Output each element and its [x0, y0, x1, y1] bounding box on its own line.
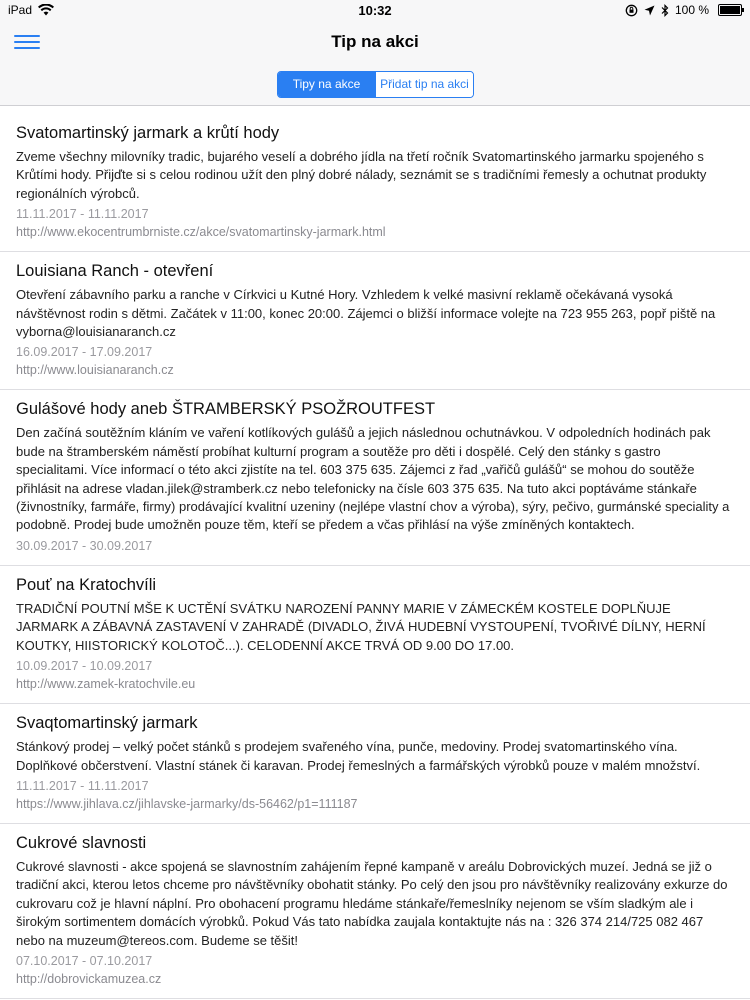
event-date: 07.10.2017 - 07.10.2017 [16, 953, 153, 968]
event-url[interactable]: http://www.ekocentrumbrniste.cz/akce/svatomartinsky-jarmark.html [16, 225, 386, 240]
status-bar [0, 0, 750, 22]
event-title: Louisiana Ranch - otevření [16, 262, 214, 281]
list-item[interactable] [0, 390, 750, 565]
orientation-lock-icon [625, 4, 638, 17]
bluetooth-icon [661, 4, 669, 17]
event-date: 10.09.2017 - 10.09.2017 [16, 659, 153, 674]
navigation-bar [0, 22, 750, 62]
event-list [0, 114, 750, 999]
list-item[interactable] [0, 566, 750, 704]
event-description: Otevření zábavního parku a ranche v Církvici u Kutné Hory. Vzhledem k velké masivní reklamě očekávaná vysoká návštěvnost rodin s dětmi. Začátek v 11:00, konec 20:00. Zájemci o bližší informace volejte na 723 955 263, popř piště na vyborna@louisianaranch.cz [16, 287, 716, 340]
event-title: Pouť na Kratochvíli [16, 575, 157, 594]
event-url[interactable]: http://www.zamek-kratochvile.eu [16, 677, 196, 692]
event-description: Den začíná soutěžním kláním ve vaření kotlíkových gulášů a jejich následnou ochutnávkou. V odpoledních hodinách pak bude na štramberském náměstí probíhat kulturní program a soutěže pro děti i dospělé. Celý den stánky s gastro specialitami. Více informací o této akci zjistíte na tel. 603 375 635. Zájemci z řad „vařičů gulášů“ se mohou do soutěže přihlásit na adrese vladan.jilek@stramberk.cz nebo telefonicky na čísle 603 375 635. Na tuto akci poptáváme stánkaře (živnostníky, farmáře, firmy) prodávající kvalitní uzeniny (nejlépe vlastní chov a výroba), sýry, pečivo, gurmánské speciality a podobně. Prodej bude umožněn pouze těm, kteří se předem a včas přihlásí na výše zmíněných kontaktech. [16, 425, 730, 533]
event-description: TRADIČNÍ POUTNÍ MŠE K UCTĚNÍ SVÁTKU NAROZENÍ PANNY MARIE V ZÁMECKÉM KOSTELE DOPLŇUJE JARMARK A ZÁBAVNÁ ZASTAVENÍ V ZAHRADĚ (DIVADLO, ŽIVÁ HUDEBNÍ VYSTOUPENÍ, TVOŘIVÉ DÍLNY, HERNÍ KOUTKY, HIISTORICKÝ KOLOTOČ...). CELODENNÍ AKCE TRVÁ OD 9.00 DO 17.00. [16, 600, 706, 653]
tab-tips[interactable]: Tipy na akce [278, 72, 375, 97]
event-description: Zveme všechny milovníky tradic, bujarého veselí a dobrého jídla na třetí ročník Svatomartinského jarmarku spojeného s Krůtími hody. Přijďte si s celou rodinou užít den plný dobré nálady, seznámit se s tradičními řemesly a ochutnat produkty regionálních výrobců. [16, 149, 707, 201]
location-arrow-icon [644, 5, 655, 16]
segment-bar [0, 62, 750, 106]
event-url[interactable]: http://www.louisianaranch.cz [16, 363, 174, 378]
event-date: 30.09.2017 - 30.09.2017 [16, 538, 153, 553]
event-url[interactable]: http://dobrovickamuzea.cz [16, 971, 162, 986]
tab-add-tip[interactable]: Přidat tip na akci [375, 72, 473, 97]
event-date: 11.11.2017 - 11.11.2017 [16, 778, 149, 793]
event-title: Gulášové hody aneb ŠTRAMBERSKÝ PSOŽROUTFEST [16, 400, 436, 419]
list-item[interactable] [0, 704, 750, 824]
status-time: 10:32 [358, 3, 392, 18]
list-item[interactable] [0, 824, 750, 999]
segmented-control [277, 71, 474, 98]
device-label: iPad [8, 3, 33, 17]
event-date: 16.09.2017 - 17.09.2017 [16, 345, 153, 360]
event-title: Svaqtomartinský jarmark [16, 714, 198, 733]
event-description: Cukrové slavnosti - akce spojená se slavnostním zahájením řepné kampaně v areálu Dobrovických muzeí. Jedná se již o tradiční akci, kterou letos chceme pro návštěvníky obohatit stánky. Po celý den jsou pro návštěvníky realizovány exkurze do cukrovaru což je hlavní náplní. Pro obohacení programu hledáme stánkaře/řemeslníky nejenom se vším sladkým ale i širokým sortimentem domácích výrobků. Pokud Vás tato nabídka zaujala kontaktujte nás na : 326 374 214/725 082 467 nebo na muzeum@tereos.com. Budeme se těšit! [16, 858, 728, 948]
event-title: Cukrové slavnosti [16, 833, 147, 852]
status-right [625, 3, 742, 17]
battery-percent: 100 % [674, 3, 709, 17]
list-item[interactable] [0, 114, 750, 252]
battery-icon [718, 4, 742, 16]
page-title: Tip na akci [331, 32, 419, 51]
event-title: Svatomartinský jarmark a krůtí hody [16, 124, 280, 142]
event-description: Stánkový prodej – velký počet stánků s prodejem svařeného vína, punče, medoviny. Prodej svatomartinského vína. Doplňkové občerstvení. Vlastní stánek či karavan. Prodej řemeslných a farmářských výrobků pouze v malém množství. [16, 739, 701, 773]
event-url[interactable]: https://www.jihlava.cz/jihlavske-jarmarky/ds-56462/p1=111187 [16, 796, 358, 811]
event-date: 11.11.2017 - 11.11.2017 [16, 207, 149, 222]
list-item[interactable] [0, 252, 750, 390]
